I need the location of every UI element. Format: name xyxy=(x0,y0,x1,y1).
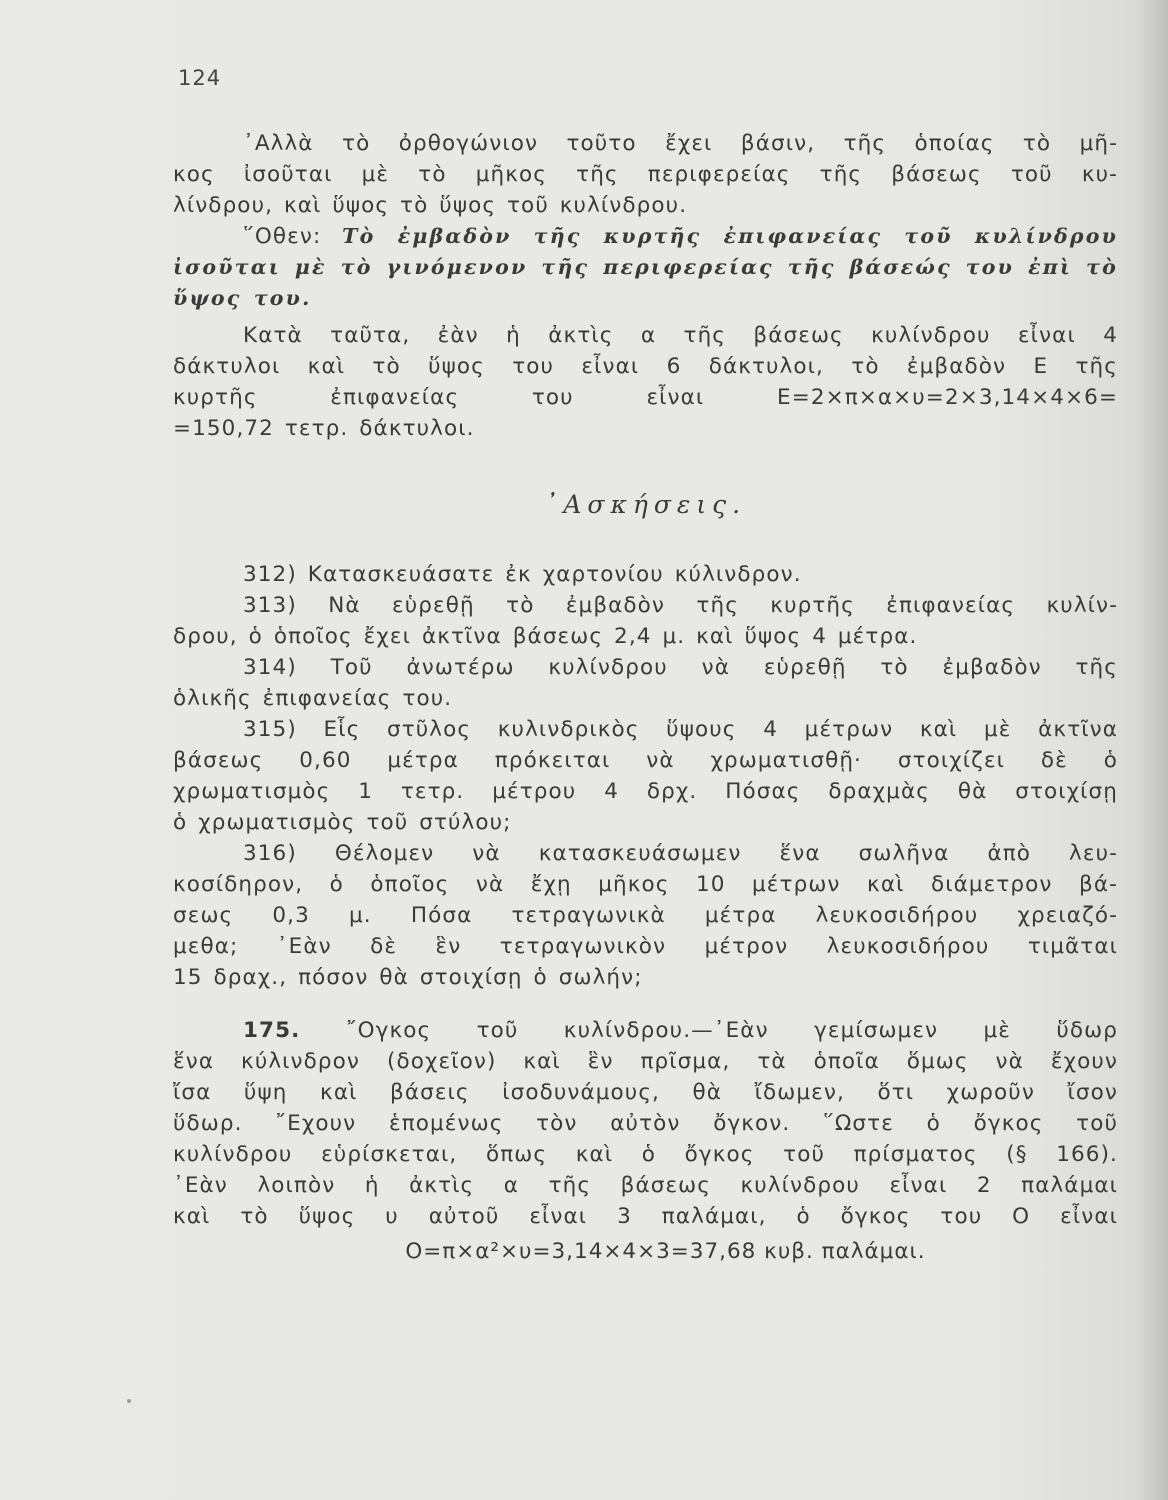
text-line: κυλίνδρου εὑρίσκεται, ὅπως καὶ ὁ ὄγκος τοῦ πρίσματος (§ 166). xyxy=(173,1142,1118,1167)
exercise-312 xyxy=(173,559,1118,590)
text-line: λίνδρου, καὶ ὕψος τὸ ὕψος τοῦ κυλίνδρου. xyxy=(173,193,688,218)
exercises-heading: ᾽Ασκήσεις. xyxy=(544,490,747,519)
intro-paragraph xyxy=(173,128,1118,221)
text-line: βάσεως 0,60 μέτρα πρόκειται νὰ χρωματισθῇ· στοιχίζει δὲ ὁ xyxy=(173,748,1118,773)
page-edge-shadow xyxy=(1138,0,1168,1500)
theorem-line: ἰσοῦται μὲ τὸ γινόμενον τῆς περιφερείας τῆς βάσεώς του ἐπὶ τὸ xyxy=(173,255,1118,279)
volume-formula: Ο=π×α²×υ=3,14×4×3=37,68 κυβ. παλάμαι. xyxy=(405,1239,926,1264)
text-line: ὁ χρωματισμὸς τοῦ στύλου; xyxy=(173,810,512,835)
text-line: δρου, ὁ ὁποῖος ἔχει ἀκτῖνα βάσεως 2,4 μ. καὶ ὕψος 4 μέτρα. xyxy=(173,624,918,649)
example-paragraph xyxy=(173,320,1118,444)
text-line: κοσίδηρον, ὁ ὁποῖος νὰ ἔχῃ μῆκος 10 μέτρων καὶ διάμετρον βά- xyxy=(173,872,1118,897)
exercise-313 xyxy=(173,590,1118,652)
theorem-prefix: ῞Οθεν: xyxy=(243,224,322,249)
text-line: 316) Θέλομεν νὰ κατασκευάσωμεν ἕνα σωλῆνα ἀπὸ λευ- xyxy=(243,841,1118,866)
page-number: 124 xyxy=(178,66,222,90)
text-line: —᾽Εὰν γεμίσωμεν μὲ ὕδωρ xyxy=(691,1018,1119,1043)
theorem-paragraph xyxy=(173,221,1118,314)
exercise-316 xyxy=(173,838,1118,993)
text-line: ὕδωρ. ῎Εχουν ἑπομένως τὸν αὐτὸν ὄγκον. ῞Ωστε ὁ ὄγκος τοῦ xyxy=(173,1111,1118,1136)
text-line: =150,72 τετρ. δάκτυλοι. xyxy=(173,416,475,441)
theorem-text: Τὸ ἐμβαδὸν τῆς κυρτῆς ἐπιφανείας τοῦ κυλίνδρου xyxy=(342,224,1118,248)
theorem-line: ὕψος του. xyxy=(173,286,312,310)
page-content xyxy=(173,128,1118,1267)
text-line: χρωματισμὸς 1 τετρ. μέτρου 4 δρχ. Πόσας δραχμὰς θὰ στοιχίσῃ xyxy=(173,779,1118,804)
text-line: 15 δραχ., πόσον θὰ στοιχίσῃ ὁ σωλήν; xyxy=(173,965,643,990)
exercise-315 xyxy=(173,714,1118,838)
text-line: καὶ τὸ ὕψος υ αὐτοῦ εἶναι 3 παλάμαι, ὁ ὄγκος του Ο εἶναι xyxy=(173,1204,1118,1229)
text-line: ᾽Εὰν λοιπὸν ἡ ἀκτὶς α τῆς βάσεως κυλίνδρου εἶναι 2 παλάμαι xyxy=(173,1173,1118,1198)
text-line: μεθα; ᾽Εὰν δὲ ἓν τετραγωνικὸν μέτρον λευκοσιδήρου τιμᾶται xyxy=(173,934,1118,959)
text-line: ἴσα ὕψη καὶ βάσεις ἰσοδυνάμους, θὰ ἴδωμεν, ὅτι χωροῦν ἴσον xyxy=(173,1080,1118,1105)
text-line: 314) Τοῦ ἀνωτέρω κυλίνδρου νὰ εὑρεθῇ τὸ ἐμβαδὸν τῆς xyxy=(243,655,1118,680)
text-line: κυρτῆς ἐπιφανείας του εἶναι Ε=2×π×α×υ=2×3,14×4×6= xyxy=(173,385,1118,410)
text-line: ἕνα κύλινδρον (δοχεῖον) καὶ ἓν πρῖσμα, τὰ ὁποῖα ὅμως νὰ ἔχουν xyxy=(173,1049,1118,1074)
text-line: ὁλικῆς ἐπιφανείας του. xyxy=(173,686,453,711)
text-line: κος ἰσοῦται μὲ τὸ μῆκος τῆς περιφερείας τῆς βάσεως τοῦ κυ- xyxy=(173,162,1118,187)
text-line: ᾽Αλλὰ τὸ ὀρθογώνιον τοῦτο ἔχει βάσιν, τῆς ὁποίας τὸ μῆ- xyxy=(243,131,1118,156)
text-line: 315) Εἷς στῦλος κυλινδρικὸς ὕψους 4 μέτρων καὶ μὲ ἀκτῖνα xyxy=(243,717,1118,742)
text-line: 313) Νὰ εὑρεθῇ τὸ ἐμβαδὸν τῆς κυρτῆς ἐπιφανείας κυλίν- xyxy=(243,593,1118,618)
theorem-line xyxy=(173,221,1118,252)
section-heading-line xyxy=(173,1015,1118,1046)
section-175 xyxy=(173,1015,1118,1232)
exercise-314 xyxy=(173,652,1118,714)
text-line: δάκτυλοι καὶ τὸ ὕψος του εἶναι 6 δάκτυλοι, τὸ ἐμβαδὸν Ε τῆς xyxy=(173,354,1118,379)
ink-speck xyxy=(127,1399,131,1403)
text-line: 312) Κατασκευάσατε ἐκ χαρτονίου κύλινδρον. xyxy=(243,562,802,587)
section-title: ῎Ογκος τοῦ κυλίνδρου. xyxy=(345,1018,692,1043)
section-number: 175. xyxy=(243,1018,301,1043)
text-line: σεως 0,3 μ. Πόσα τετραγωνικὰ μέτρα λευκοσιδήρου χρειαζό- xyxy=(173,903,1118,928)
text-line: Κατὰ ταῦτα, ἐὰν ἡ ἀκτὶς α τῆς βάσεως κυλίνδρου εἶναι 4 xyxy=(243,323,1118,348)
